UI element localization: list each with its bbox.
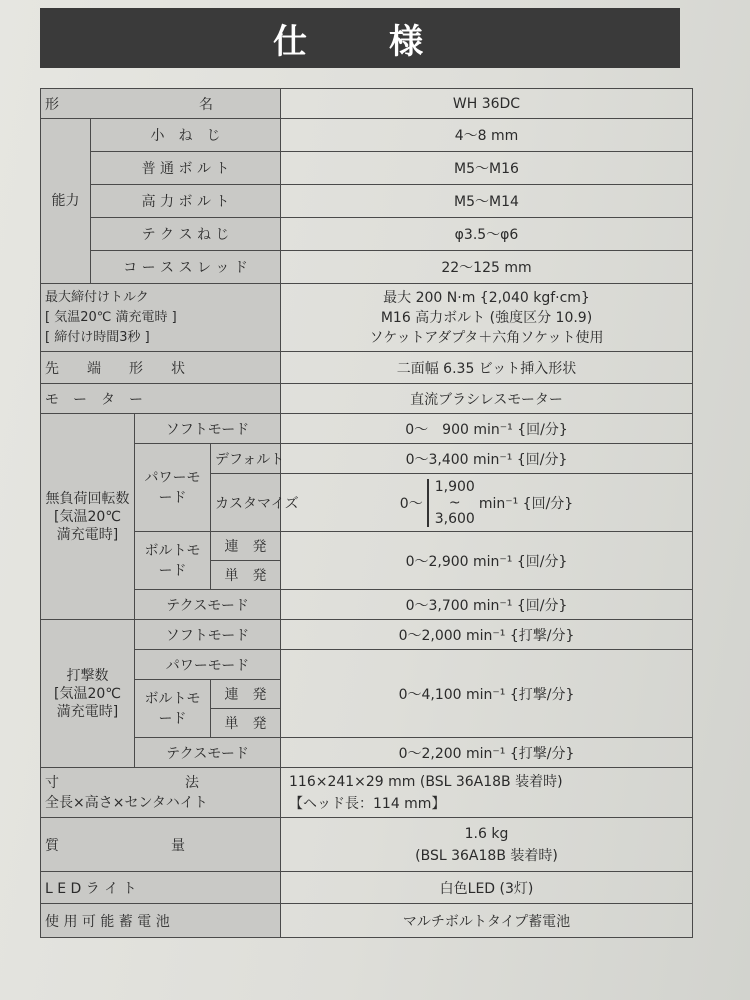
capacity-row-value: φ3.5～φ6 (281, 218, 693, 251)
noload-custom-value: 0～ 1,900 ~ 3,600 min⁻¹ {回/分} (281, 474, 693, 532)
page-title: 仕 様 (40, 8, 680, 68)
capacity-label: 能力 (41, 119, 91, 284)
torque-label: 最大締付けトルク [ 気温20℃ 満充電時 ] [ 締付け時間3秒 ] (41, 284, 281, 352)
table-row (41, 818, 693, 872)
noload-tex-value: 0～3,700 min⁻¹ {回/分} (281, 590, 693, 620)
table-row (41, 251, 693, 284)
dimensions-value: 116×241×29 mm (BSL 36A18B 装着時) 【ヘッド長：114 mm】 (281, 768, 693, 818)
noload-bolt-value: 0～2,900 min⁻¹ {回/分} (281, 532, 693, 590)
capacity-row-value: M5～M14 (281, 185, 693, 218)
battery-label: 使 用 可 能 蓄 電 池 (41, 904, 281, 938)
table-row (41, 620, 693, 650)
impact-shared-value: 0～4,100 min⁻¹ {打撃/分} (281, 650, 693, 738)
capacity-row-label: 普 通 ボ ル ト (91, 152, 281, 185)
capacity-row-value: 22～125 mm (281, 251, 693, 284)
impact-power-label: パワーモード (135, 650, 281, 680)
noload-default-label: デフォルト (211, 444, 281, 474)
capacity-row-value: 4～8 mm (281, 119, 693, 152)
table-row (41, 384, 693, 414)
noload-soft-value: 0～ 900 min⁻¹ {回/分} (281, 414, 693, 444)
table-row (41, 119, 693, 152)
mass-value: 1.6 kg (BSL 36A18B 装着時) (281, 818, 693, 872)
impact-renpatsu-label: 連 発 (211, 680, 281, 709)
led-value: 白色LED (3灯) (281, 872, 693, 904)
spec-table (40, 88, 693, 938)
torque-value: 最大 200 N·m {2,040 kgf·cm} M16 高力ボルト (強度区分 10.9) ソケットアダプタ＋六角ソケット使用 (281, 284, 693, 352)
table-row (41, 650, 693, 680)
tip-label: 先 端 形 状 (41, 352, 281, 384)
noload-soft-label: ソフトモード (135, 414, 281, 444)
led-label: L E D ラ イ ト (41, 872, 281, 904)
model-value: WH 36DC (281, 89, 693, 119)
motor-label: モ ー タ ー (41, 384, 281, 414)
table-row (41, 768, 693, 818)
impact-tanpatsu-label: 単 発 (211, 709, 281, 738)
impact-tex-label: テクスモード (135, 738, 281, 768)
table-row (41, 904, 693, 938)
table-row (41, 218, 693, 251)
capacity-row-label: テ ク ス ね じ (91, 218, 281, 251)
impact-soft-value: 0～2,000 min⁻¹ {打撃/分} (281, 620, 693, 650)
noload-tex-label: テクスモード (135, 590, 281, 620)
table-row (41, 532, 693, 561)
impact-label: 打撃数 [気温20℃ 満充電時] (41, 620, 135, 768)
table-row (41, 152, 693, 185)
impact-soft-label: ソフトモード (135, 620, 281, 650)
noload-tanpatsu-label: 単 発 (211, 561, 281, 590)
tip-value: 二面幅 6.35 ビット挿入形状 (281, 352, 693, 384)
table-row (41, 284, 693, 352)
table-row (41, 738, 693, 768)
capacity-row-label: 小 ね じ (91, 119, 281, 152)
table-row (41, 414, 693, 444)
dimensions-label: 寸 法 全長×高さ×センタハイト (41, 768, 281, 818)
model-label: 形 名 (41, 89, 281, 119)
capacity-row-label: コ ー ス ス レ ッ ド (91, 251, 281, 284)
table-row (41, 352, 693, 384)
noload-power-label: パワーモード (135, 444, 211, 532)
impact-bolt-label: ボルトモード (135, 680, 211, 738)
capacity-row-value: M5～M16 (281, 152, 693, 185)
motor-value: 直流ブラシレスモーター (281, 384, 693, 414)
table-row (41, 185, 693, 218)
capacity-row-label: 高 力 ボ ル ト (91, 185, 281, 218)
noload-bolt-label: ボルトモード (135, 532, 211, 590)
mass-label: 質 量 (41, 818, 281, 872)
noload-custom-label: カスタマイズ (211, 474, 281, 532)
table-row (41, 89, 693, 119)
impact-tex-value: 0～2,200 min⁻¹ {打撃/分} (281, 738, 693, 768)
table-row (41, 872, 693, 904)
table-row (41, 444, 693, 474)
noload-label: 無負荷回転数 [気温20℃ 満充電時] (41, 414, 135, 620)
noload-default-value: 0～3,400 min⁻¹ {回/分} (281, 444, 693, 474)
table-row (41, 590, 693, 620)
noload-renpatsu-label: 連 発 (211, 532, 281, 561)
battery-value: マルチボルトタイプ蓄電池 (281, 904, 693, 938)
